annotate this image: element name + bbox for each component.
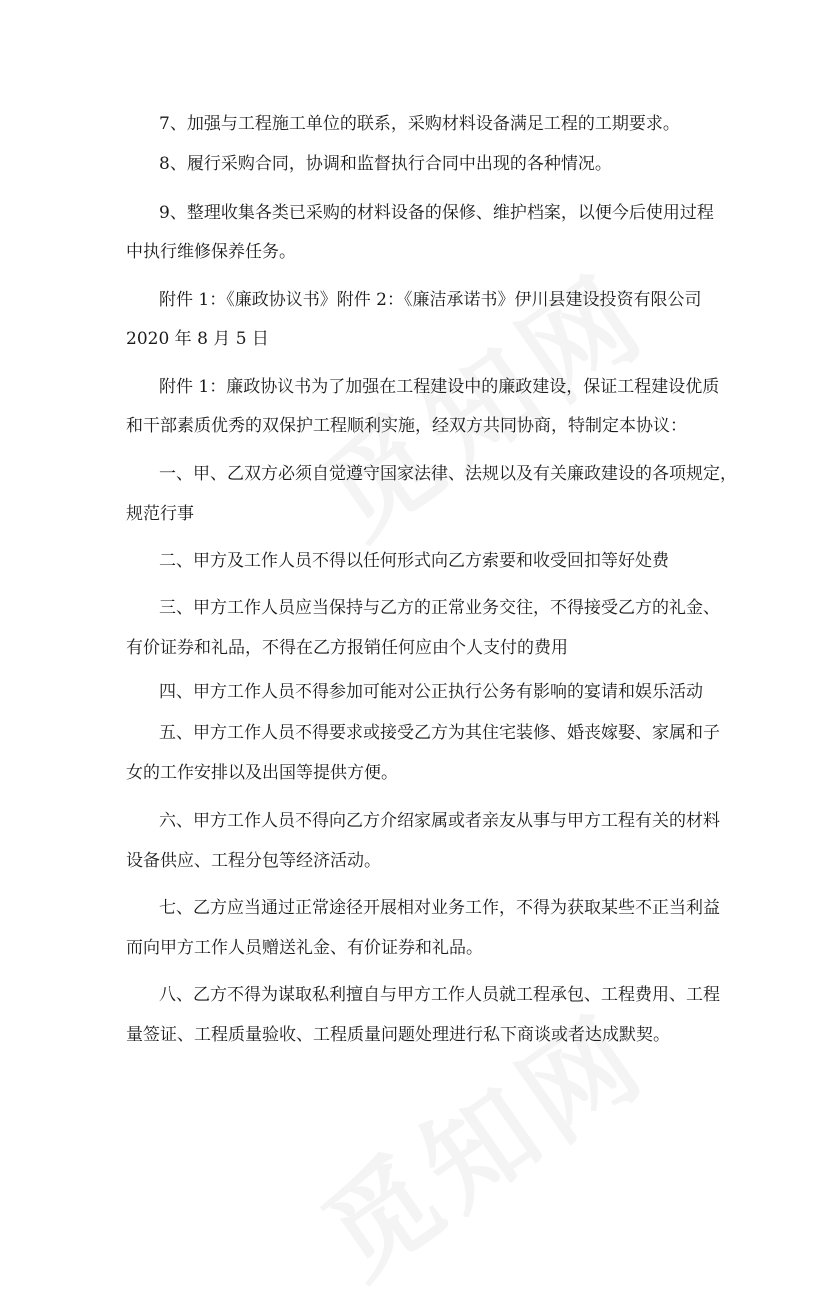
paragraph-line: 规范行事 [126, 504, 194, 524]
paragraph-line: 二、甲方及工作人员不得以任何形式向乙方索要和收受回扣等好处费 [159, 551, 669, 571]
paragraph-line: 附件 1：廉政协议书为了加强在工程建设中的廉政建设，保证工程建设优质 [159, 377, 720, 397]
paragraph-line: 六、甲方工作人员不得向乙方介绍家属或者亲友从事与甲方工程有关的材料 [159, 811, 720, 831]
paragraph-line: 2020 年 8 月 5 日 [126, 329, 269, 349]
paragraph-line: 附件 1：《廉政协议书》附件 2：《廉洁承诺书》伊川县建设投资有限公司 [159, 290, 702, 310]
watermark [287, 231, 673, 567]
paragraph-line: 八、乙方不得为谋取私利擅自与甲方工作人员就工程承包、工程费用、工程 [159, 985, 720, 1005]
paragraph-line: 9、整理收集各类已采购的材料设备的保修、维护档案，以便今后使用过程 [159, 203, 714, 223]
paragraph-line: 8、履行采购合同，协调和监督执行合同中出现的各种情况。 [159, 154, 612, 174]
paragraph-line: 7、加强与工程施工单位的联系，采购材料设备满足工程的工期要求。 [159, 114, 680, 134]
paragraph-line: 七、乙方应当通过正常途径开展相对业务工作，不得为获取某些不正当利益 [159, 898, 720, 918]
paragraph-line: 五、甲方工作人员不得要求或接受乙方为其住宅装修、婚丧嫁娶、家属和子 [159, 723, 720, 743]
paragraph-line: 而向甲方工作人员赠送礼金、有价证券和礼品。 [126, 938, 483, 958]
paragraph-line: 有价证券和礼品，不得在乙方报销任何应由个人支付的费用 [126, 638, 568, 658]
paragraph-line: 一、甲、乙双方必须自觉遵守国家法律、法规以及有关廉政建设的各项规定， [159, 464, 737, 484]
paragraph-line: 女的工作安排以及出国等提供方便。 [126, 763, 398, 783]
paragraph-line: 三、甲方工作人员应当保持与乙方的正常业务交往，不得接受乙方的礼金、 [159, 598, 720, 618]
paragraph-line: 设备供应、工程分包等经济活动。 [126, 851, 381, 871]
paragraph-line: 中执行维修保养任务。 [126, 242, 296, 262]
watermark [287, 971, 673, 1307]
paragraph-line: 量签证、工程质量验收、工程质量问题处理进行私下商谈或者达成默契。 [126, 1025, 670, 1045]
paragraph-line: 和干部素质优秀的双保护工程顺利实施，经双方共同协商，特制定本协议： [126, 416, 687, 436]
paragraph-line: 四、甲方工作人员不得参加可能对公正执行公务有影响的宴请和娱乐活动 [159, 682, 703, 702]
